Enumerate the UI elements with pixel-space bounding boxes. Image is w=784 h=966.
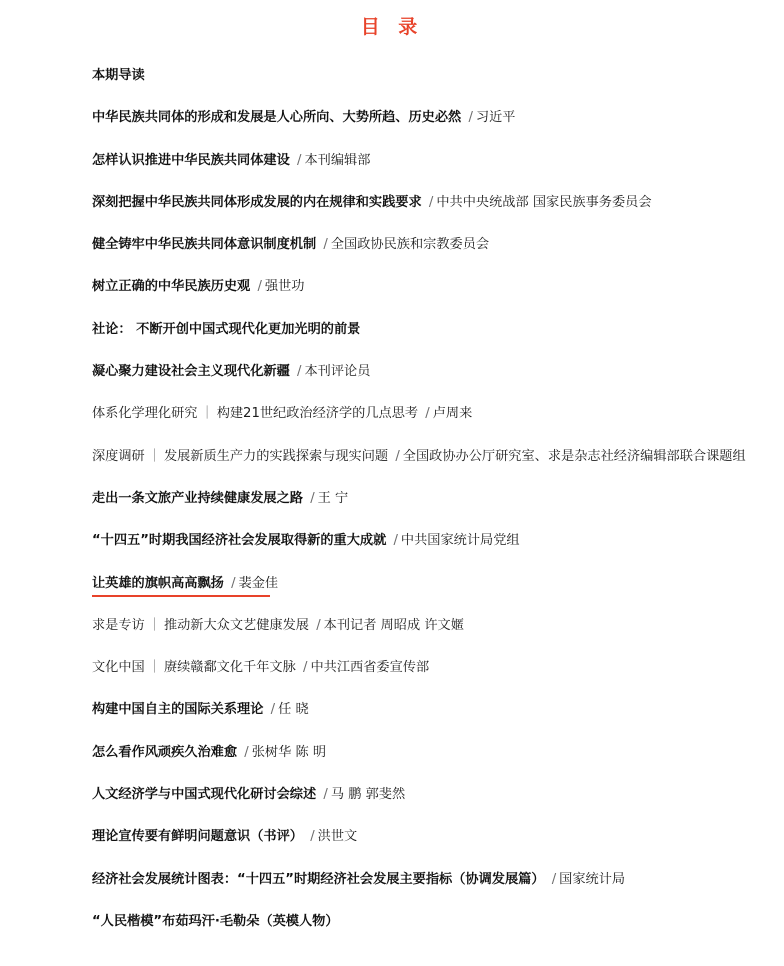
- toc-author-separator: /: [292, 364, 302, 380]
- toc-entry-title: 赓续赣鄱文化千年文脉: [163, 660, 296, 676]
- toc-entry[interactable]: [92, 616, 720, 635]
- toc-entry-title: “人民楷模”布茹玛汗·毛勒朵（英模人物）: [92, 913, 339, 929]
- toc-entry[interactable]: [92, 277, 720, 296]
- toc-entry-section: 深度调研: [92, 448, 145, 464]
- page-title: 目 录: [360, 16, 424, 38]
- toc-entry-title: 走出一条文旅产业持续健康发展之路: [92, 490, 303, 506]
- toc-section-divider: ｜: [147, 617, 161, 633]
- toc-entry-title: 人文经济学与中国式现代化研讨会综述: [92, 787, 317, 803]
- toc-entry-author: 本刊记者 周昭成 许文嫟: [323, 617, 464, 633]
- toc-entry[interactable]: [92, 66, 720, 85]
- toc-author-separator: /: [547, 871, 557, 887]
- toc-section-divider: ｜: [200, 406, 214, 422]
- toc-author-separator: /: [464, 110, 473, 126]
- toc-entry[interactable]: [92, 912, 720, 931]
- toc-entry-author: 强世功: [264, 279, 305, 295]
- toc-author-separator: /: [266, 702, 276, 718]
- toc-entry-author: 马 鹏 郭斐然: [330, 787, 406, 803]
- toc-entry-title: 社论： 不断开创中国式现代化更加光明的前景: [92, 321, 361, 337]
- toc-entry-title: 怎样认识推进中华民族共同体建设: [92, 152, 290, 168]
- toc-author-separator: /: [391, 448, 400, 464]
- toc-author-separator: /: [424, 194, 434, 210]
- toc-author-separator: /: [389, 533, 398, 549]
- toc-section-divider: ｜: [147, 660, 161, 676]
- toc-author-separator: /: [226, 575, 236, 591]
- toc-entry[interactable]: [92, 700, 720, 719]
- toc-entry-title: 本期导读: [92, 68, 145, 83]
- toc-entry-author: 习近平: [475, 110, 516, 126]
- toc-entry-title: 发展新质生产力的实践探索与现实问题: [163, 448, 389, 464]
- toc-entry-title: 怎么看作风顽疾久治难愈: [92, 744, 238, 760]
- toc-entry-title: 经济社会发展统计图表：“十四五”时期经济社会发展主要指标（协调发展篇）: [92, 871, 545, 887]
- toc-entry-author: 裴金佳: [238, 575, 279, 591]
- toc-author-separator: /: [312, 617, 321, 633]
- toc-entry-author: 卢周来: [432, 406, 473, 422]
- toc-entry-title: 深刻把握中华民族共同体形成发展的内在规律和实践要求: [92, 194, 422, 210]
- toc-entry-title: 健全铸牢中华民族共同体意识制度机制: [92, 237, 317, 253]
- toc-author-separator: /: [253, 279, 262, 295]
- toc-entry-author: 洪世文: [317, 829, 358, 845]
- toc-author-separator: /: [421, 406, 430, 422]
- toc-entry-title: 构建21世纪政治经济学的几点思考: [216, 406, 419, 422]
- toc-section-divider: ｜: [147, 448, 161, 464]
- toc-entry-title: 推动新大众文艺健康发展: [163, 617, 309, 633]
- toc-entry-author: 全国政协民族和宗教委员会: [330, 237, 490, 253]
- toc-entry[interactable]: [92, 658, 720, 677]
- toc-entry[interactable]: [92, 447, 746, 466]
- toc-entry-author: 王 宁: [317, 490, 349, 506]
- table-of-contents: [0, 66, 784, 931]
- toc-entry-title: 凝心聚力建设社会主义现代化新疆: [92, 364, 290, 380]
- toc-author-separator: /: [319, 787, 328, 803]
- toc-author-separator: /: [240, 744, 249, 760]
- toc-entry[interactable]: [92, 827, 720, 846]
- toc-author-separator: /: [319, 237, 328, 253]
- toc-entry[interactable]: [92, 574, 720, 593]
- toc-entry-author: 中共中央统战部 国家民族事务委员会: [436, 194, 652, 210]
- toc-entry[interactable]: [92, 743, 720, 762]
- toc-entry-author: 中共江西省委宣传部: [310, 660, 430, 676]
- toc-entry-title: 让英雄的旗帜高高飘扬: [92, 575, 224, 591]
- toc-entry-title: 中华民族共同体的形成和发展是人心所向、大势所趋、历史必然: [92, 110, 462, 126]
- toc-entry-title: 树立正确的中华民族历史观: [92, 279, 251, 295]
- toc-entry[interactable]: [92, 108, 720, 127]
- toc-entry-author: 张树华 陈 明: [251, 744, 327, 760]
- toc-entry[interactable]: [92, 151, 720, 170]
- toc-author-separator: /: [306, 490, 315, 506]
- toc-entry-section: 文化中国: [92, 660, 145, 676]
- toc-author-separator: /: [292, 152, 302, 168]
- toc-entry[interactable]: [92, 193, 720, 212]
- toc-entry-section: 求是专访: [92, 617, 145, 633]
- toc-author-separator: /: [306, 829, 315, 845]
- toc-entry[interactable]: [92, 785, 720, 804]
- toc-entry-title: “十四五”时期我国经济社会发展取得新的重大成就: [92, 533, 387, 549]
- toc-entry-title: 构建中国自主的国际关系理论: [92, 702, 264, 718]
- toc-entry[interactable]: [92, 870, 720, 889]
- toc-entry-author: 任 晓: [278, 702, 309, 718]
- toc-entry-author: 国家统计局: [559, 871, 626, 887]
- toc-entry-title: 理论宣传要有鲜明问题意识（书评）: [92, 829, 303, 845]
- toc-entry[interactable]: [92, 489, 720, 508]
- toc-entry[interactable]: [92, 235, 720, 254]
- toc-entry-section: 体系化学理化研究: [92, 406, 198, 422]
- toc-entry-author: 本刊评论员: [304, 364, 371, 380]
- toc-entry[interactable]: [92, 320, 720, 339]
- toc-entry-author: 全国政协办公厅研究室、求是杂志社经济编辑部联合课题组: [402, 448, 746, 464]
- toc-entry[interactable]: [92, 404, 720, 423]
- toc-entry-author: 中共国家统计局党组: [400, 533, 520, 549]
- toc-author-separator: /: [298, 660, 308, 676]
- toc-entry-author: 本刊编辑部: [304, 152, 371, 168]
- toc-entry[interactable]: [92, 362, 720, 381]
- document-page: [0, 14, 784, 966]
- toc-entry[interactable]: [92, 531, 720, 550]
